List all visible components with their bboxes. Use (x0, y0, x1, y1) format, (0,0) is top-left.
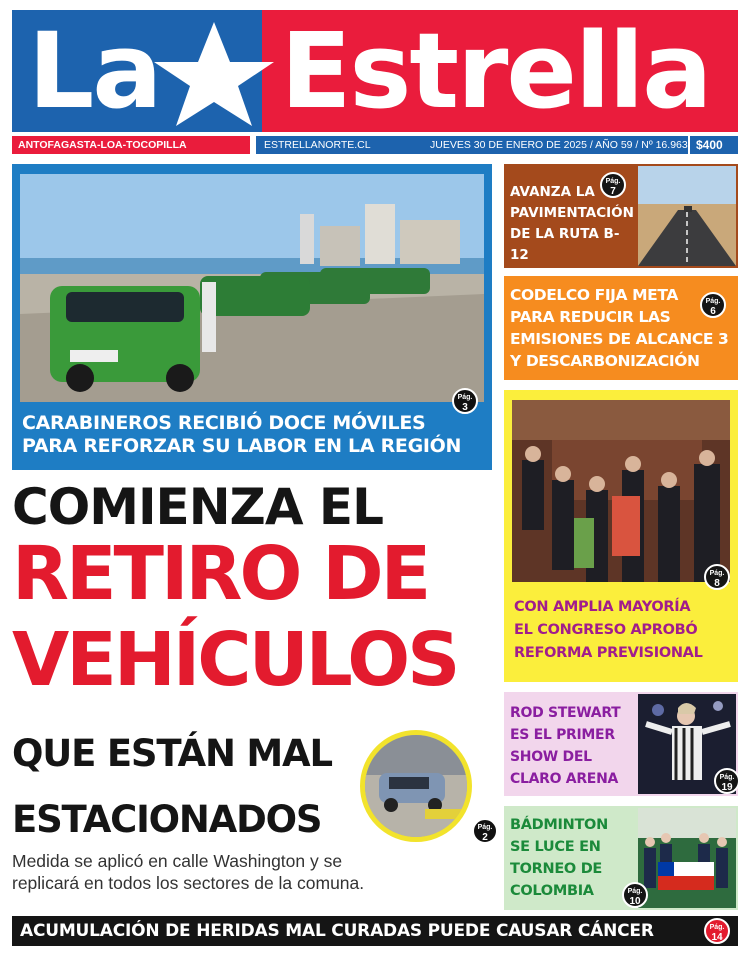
highway-photo (638, 166, 736, 266)
headline-subhead (12, 850, 492, 894)
subhead-line1: Medida se aplicó en calle Washington y se (12, 851, 343, 871)
ruta-line1: AVANZA LA (510, 184, 595, 200)
website-link[interactable]: ESTRELLANORTE.CL (256, 136, 424, 154)
ruta-line2: PAVIMENTACIÓN (510, 205, 634, 221)
badminton-illustration (638, 808, 736, 908)
page-badge-ruta: Pág. 7 (600, 172, 626, 198)
page-badge-codelco: Pág. 6 (700, 292, 726, 318)
page-badge-main-story: Pág. 3 (452, 388, 478, 414)
masthead-title-left: La (28, 10, 161, 132)
story-codelco[interactable] (504, 276, 738, 380)
headline-line1: COMIENZA EL (12, 478, 383, 536)
main-story-caption-line1: CARABINEROS RECIBIÓ DOCE MÓVILES (22, 412, 426, 434)
rod-line2: ES EL PRIMER (510, 727, 615, 743)
rod-line3: SHOW DEL (510, 749, 592, 765)
bottom-story-bar[interactable] (12, 916, 738, 946)
info-bar (12, 136, 738, 154)
page-badge-badminton: Pág. 10 (622, 882, 648, 908)
subhead-line2: replicará en todos los sectores de la comuna. (12, 873, 365, 893)
main-story-caption-line2: PARA REFORZAR SU LABOR EN LA REGIÓN (22, 435, 462, 457)
masthead (12, 10, 738, 132)
page-badge-headline: Pág. 2 (472, 818, 498, 844)
badminton-line4: COLOMBIA (510, 883, 594, 899)
page-badge-bottom: Pág. 14 (704, 918, 730, 944)
headline-line2: RETIRO DE (12, 531, 429, 617)
story-ruta-b12[interactable] (504, 164, 738, 268)
highway-illustration (638, 166, 736, 266)
badminton-line2: SE LUCE EN (510, 839, 601, 855)
masthead-title (28, 12, 710, 130)
congress-illustration (512, 400, 730, 582)
police-cars-photo (20, 174, 484, 402)
towed-car-photo (360, 730, 472, 842)
main-story-caption (22, 412, 482, 458)
main-story-block[interactable] (12, 164, 492, 470)
price-label: $400 (690, 136, 738, 154)
congress-photo (512, 400, 730, 582)
date-line: JUEVES 30 DE ENERO DE 2025 / AÑO 59 / Nº 16.963 (424, 136, 688, 154)
codelco-line1: CODELCO FIJA META (510, 286, 678, 304)
badminton-line1: BÁDMINTON (510, 817, 608, 833)
codelco-line2: PARA REDUCIR LAS (510, 308, 671, 326)
badminton-team-photo (638, 808, 736, 908)
bottom-headline: ACUMULACIÓN DE HERIDAS MAL CURADAS PUEDE CAUSAR CÁNCER (20, 921, 654, 941)
codelco-line4: Y DESCARBONIZACIÓN (510, 352, 700, 370)
headline-line5: ESTACIONADOS (12, 798, 322, 841)
congreso-line2: EL CONGRESO APROBÓ (514, 622, 698, 638)
rod-line4: CLARO ARENA (510, 771, 619, 787)
page-badge-rod: Pág. 19 (714, 768, 740, 794)
badminton-line3: TORNEO DE (510, 861, 603, 877)
region-label: ANTOFAGASTA-LOA-TOCOPILLA (12, 136, 250, 154)
headline-line3: VEHÍCULOS (12, 617, 458, 703)
codelco-line3: EMISIONES DE ALCANCE 3 (510, 330, 729, 348)
story-badminton[interactable] (504, 806, 738, 910)
towed-car-illustration (365, 735, 467, 837)
story-rod-stewart[interactable] (504, 692, 738, 796)
police-cars-illustration (20, 174, 484, 402)
page-badge-congreso: Pág. 8 (704, 564, 730, 590)
rod-line1: ROD STEWART (510, 705, 621, 721)
congreso-line1: CON AMPLIA MAYORÍA (514, 599, 691, 615)
headline-line4: QUE ESTÁN MAL (12, 732, 332, 775)
ruta-line3: DE LA RUTA B-12 (510, 226, 620, 263)
story-congreso[interactable] (504, 390, 738, 682)
congreso-line3: REFORMA PREVISIONAL (514, 645, 703, 661)
masthead-title-right: Estrella (280, 10, 711, 132)
